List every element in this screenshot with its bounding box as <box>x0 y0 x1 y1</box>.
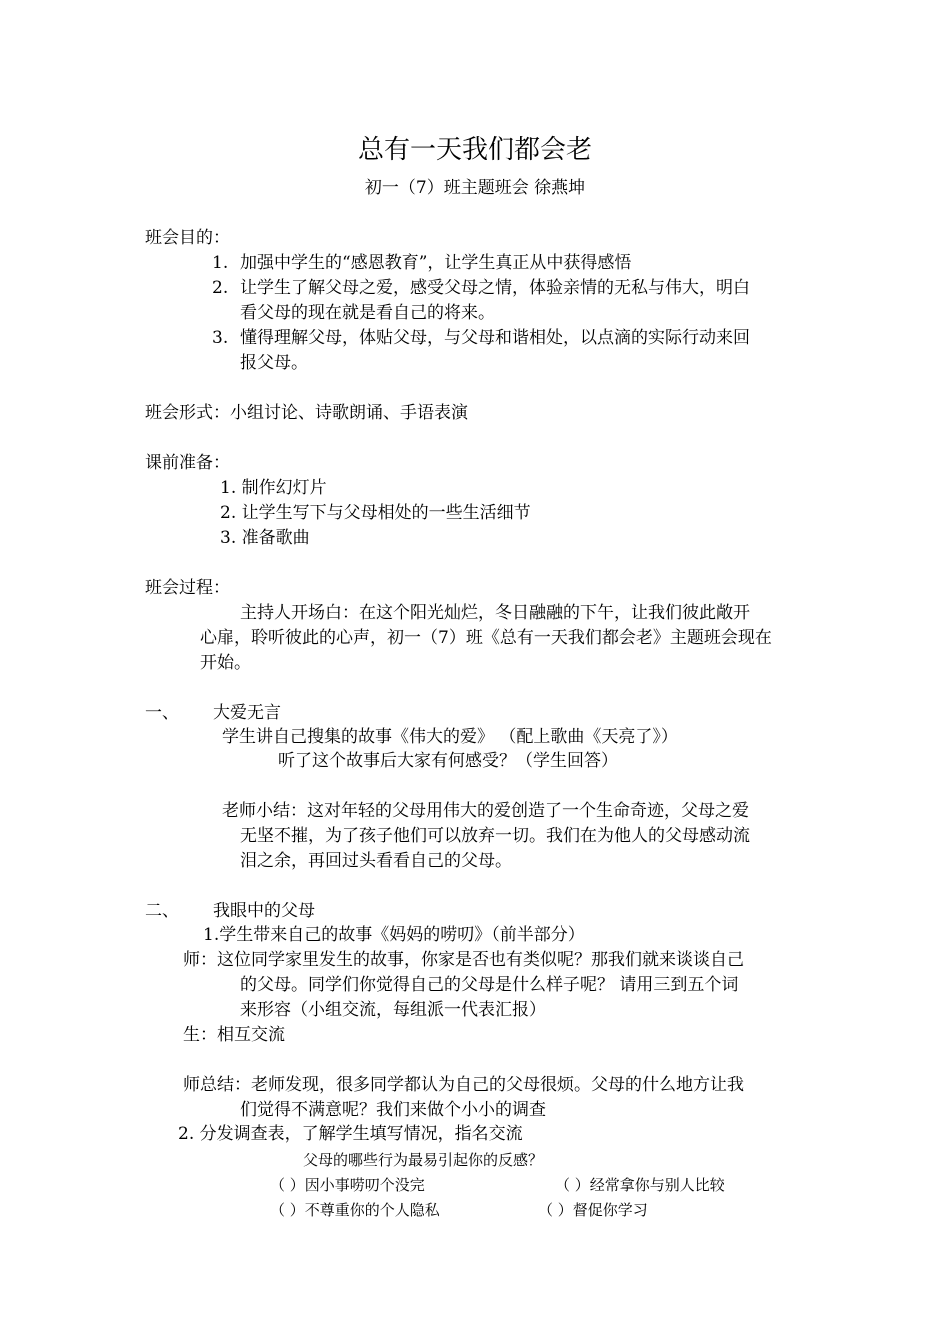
purpose-item-2-text: 让学生了解父母之爱，感受父母之情，体验亲情的无私与伟大，明白 <box>240 278 750 298</box>
part2-teacher-2: 的父母。同学们你觉得自己的父母是什么样子呢？ 请用三到五个词 <box>240 975 739 995</box>
part2-teacher-summary-1: 师总结：老师发现，很多同学都认为自己的父母很烦。父母的什么地方让我 <box>183 1075 744 1095</box>
opening-line-1: 主持人开场白：在这个阳光灿烂，冬日融融的下午，让我们彼此敞开 <box>240 603 750 623</box>
purpose-item-2-text-cont: 看父母的现在就是看自己的将来。 <box>240 303 495 323</box>
survey-question: 父母的哪些行为最易引起你的反感？ <box>303 1151 544 1169</box>
part2-title: 我眼中的父母 <box>213 901 315 921</box>
part2-teacher-summary-2: 们觉得不满意呢？我们来做个小小的调查 <box>240 1100 546 1120</box>
part1-summary-3: 泪之余，再回过头看看自己的父母。 <box>240 851 512 871</box>
part1-summary-1: 老师小结：这对年轻的父母用伟大的爱创造了一个生命奇迹，父母之爱 <box>222 801 749 821</box>
purpose-item-1-text: 加强中学生的“感恩教育”，让学生真正从中获得感悟 <box>240 253 632 273</box>
purpose-item-1-number: 1. <box>212 253 229 273</box>
opening-line-3: 开始。 <box>200 653 251 673</box>
part1-number: 一、 <box>145 703 179 723</box>
prep-item-3: 3. 准备歌曲 <box>220 528 310 548</box>
part1-title: 大爱无言 <box>213 703 281 723</box>
survey-option-4: （ ）督促你学习 <box>538 1201 648 1219</box>
part1-summary-2: 无坚不摧，为了孩子他们可以放弃一切。我们在为他人的父母感动流 <box>240 826 750 846</box>
part2-teacher-1: 师：这位同学家里发生的故事，你家是否也有类似呢？那我们就来谈谈自己 <box>183 950 744 970</box>
purpose-item-2-number: 2. <box>212 278 229 298</box>
document-title: 总有一天我们都会老 <box>357 135 592 165</box>
purpose-item-3-text-cont: 报父母。 <box>240 353 308 373</box>
purpose-item-3-number: 3. <box>212 328 229 348</box>
part2-number: 二、 <box>145 901 179 921</box>
opening-line-2: 心扉，聆听彼此的心声，初一（7）班《总有一天我们都会老》主题班会现在 <box>200 628 772 648</box>
prep-item-2: 2. 让学生写下与父母相处的一些生活细节 <box>220 503 531 523</box>
part2-survey-step: 2. 分发调查表，了解学生填写情况，指名交流 <box>178 1124 523 1144</box>
part2-teacher-3: 来形容（小组交流，每组派一代表汇报） <box>240 1000 546 1020</box>
survey-option-1: （ ）因小事唠叨个没完 <box>270 1176 425 1194</box>
document-subtitle: 初一（7）班主题班会 徐燕坤 <box>364 178 586 198</box>
purpose-item-3-text: 懂得理解父母，体贴父母，与父母和谐相处，以点滴的实际行动来回 <box>240 328 750 348</box>
form-line: 班会形式：小组讨论、诗歌朗诵、手语表演 <box>145 403 468 423</box>
prep-heading: 课前准备： <box>145 453 230 473</box>
part2-student: 生：相互交流 <box>183 1025 285 1045</box>
part1-question: 听了这个故事后大家有何感受？（学生回答） <box>278 751 618 771</box>
prep-item-1: 1. 制作幻灯片 <box>220 478 327 498</box>
survey-option-2: （ ）经常拿你与别人比较 <box>555 1176 725 1194</box>
part2-story: 1.学生带来自己的故事《妈妈的唠叨》（前半部分） <box>203 925 585 945</box>
part1-story: 学生讲自己搜集的故事《伟大的爱》 （配上歌曲《天亮了》） <box>222 727 678 747</box>
purpose-heading: 班会目的： <box>145 228 230 248</box>
survey-option-3: （ ）不尊重你的个人隐私 <box>270 1201 440 1219</box>
process-heading: 班会过程： <box>145 578 230 598</box>
